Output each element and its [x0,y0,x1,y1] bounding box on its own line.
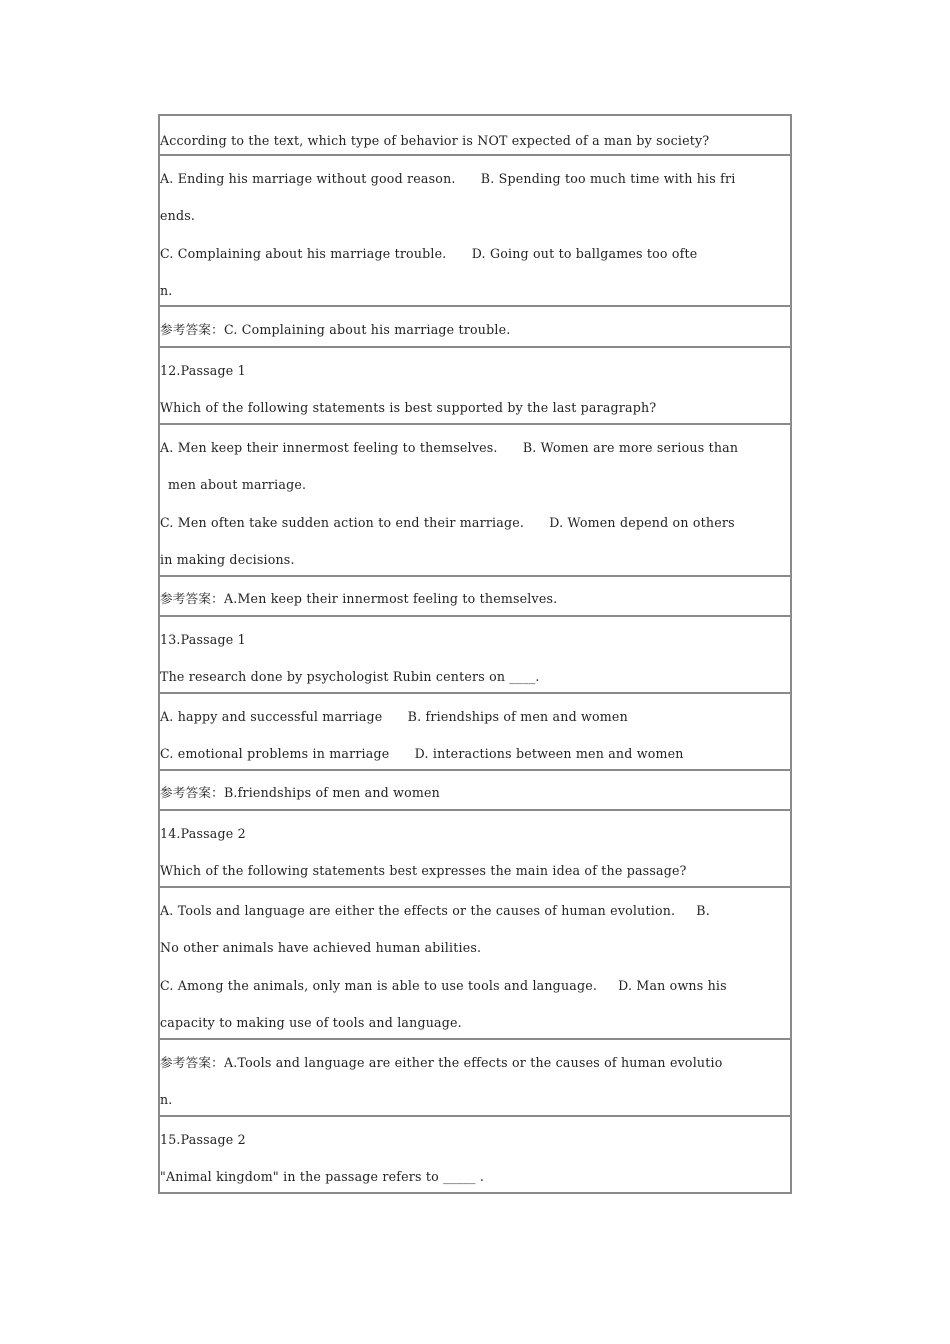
question-text: Which of the following statements best expresses the main idea of the passage? [160,863,687,878]
answer-continuation: n. [160,1092,173,1107]
option-line: men about marriage. [168,477,307,492]
answer-line [160,322,510,338]
option-line: C. Among the animals, only man is able to use tools and language. D. Man owns his [160,978,727,993]
question-cell [158,1117,792,1194]
question-text: The research done by psychologist Rubin centers on ____. [160,669,540,684]
answer-cell [158,307,792,348]
question-number: 14.Passage 2 [160,826,246,841]
options-cell [158,425,792,577]
answer-label: 参考答案： [160,785,224,800]
option-line: A. Tools and language are either the effects or the causes of human evolution. B. [160,903,710,918]
answer-line [160,1055,723,1071]
option-line: n. [160,283,173,298]
option-line: capacity to making use of tools and language. [160,1015,462,1030]
option-line: C. emotional problems in marriage D. interactions between men and women [160,746,684,761]
option-line: No other animals have achieved human abilities. [160,940,482,955]
exam-answer-sheet [158,114,792,1194]
option-line: C. Men often take sudden action to end their marriage. D. Women depend on others [160,515,735,530]
question-cell [158,114,792,156]
option-line: A. Ending his marriage without good reason. B. Spending too much time with his fri [160,171,736,186]
question-cell [158,811,792,888]
answer-cell [158,1040,792,1117]
question-number: 12.Passage 1 [160,363,246,378]
question-text: Which of the following statements is best supported by the last paragraph? [160,400,657,415]
answer-line [160,785,440,801]
answer-cell [158,577,792,617]
options-cell [158,156,792,307]
options-cell [158,888,792,1040]
question-text: According to the text, which type of behavior is NOT expected of a man by society? [160,133,710,148]
question-cell [158,348,792,425]
answer-cell [158,771,792,811]
option-line: A. happy and successful marriage B. friendships of men and women [160,709,628,724]
option-line: C. Complaining about his marriage trouble. D. Going out to ballgames too ofte [160,246,698,261]
option-line: ends. [160,208,196,223]
answer-label: 参考答案： [160,322,224,337]
question-number: 13.Passage 1 [160,632,246,647]
answer-text: A.Tools and language are either the effects or the causes of human evolutio [223,1055,723,1070]
option-line: in making decisions. [160,552,295,567]
options-cell [158,694,792,771]
option-line: A. Men keep their innermost feeling to themselves. B. Women are more serious than [160,440,739,455]
answer-label: 参考答案： [160,591,224,606]
answer-line [160,591,557,607]
answer-label: 参考答案： [160,1055,224,1070]
question-cell [158,617,792,694]
answer-text: C. Complaining about his marriage trouble. [223,322,511,337]
answer-text: B.friendships of men and women [223,785,440,800]
question-text: "Animal kingdom" in the passage refers to _____ . [160,1169,485,1184]
answer-text: A.Men keep their innermost feeling to themselves. [223,591,558,606]
question-number: 15.Passage 2 [160,1132,246,1147]
